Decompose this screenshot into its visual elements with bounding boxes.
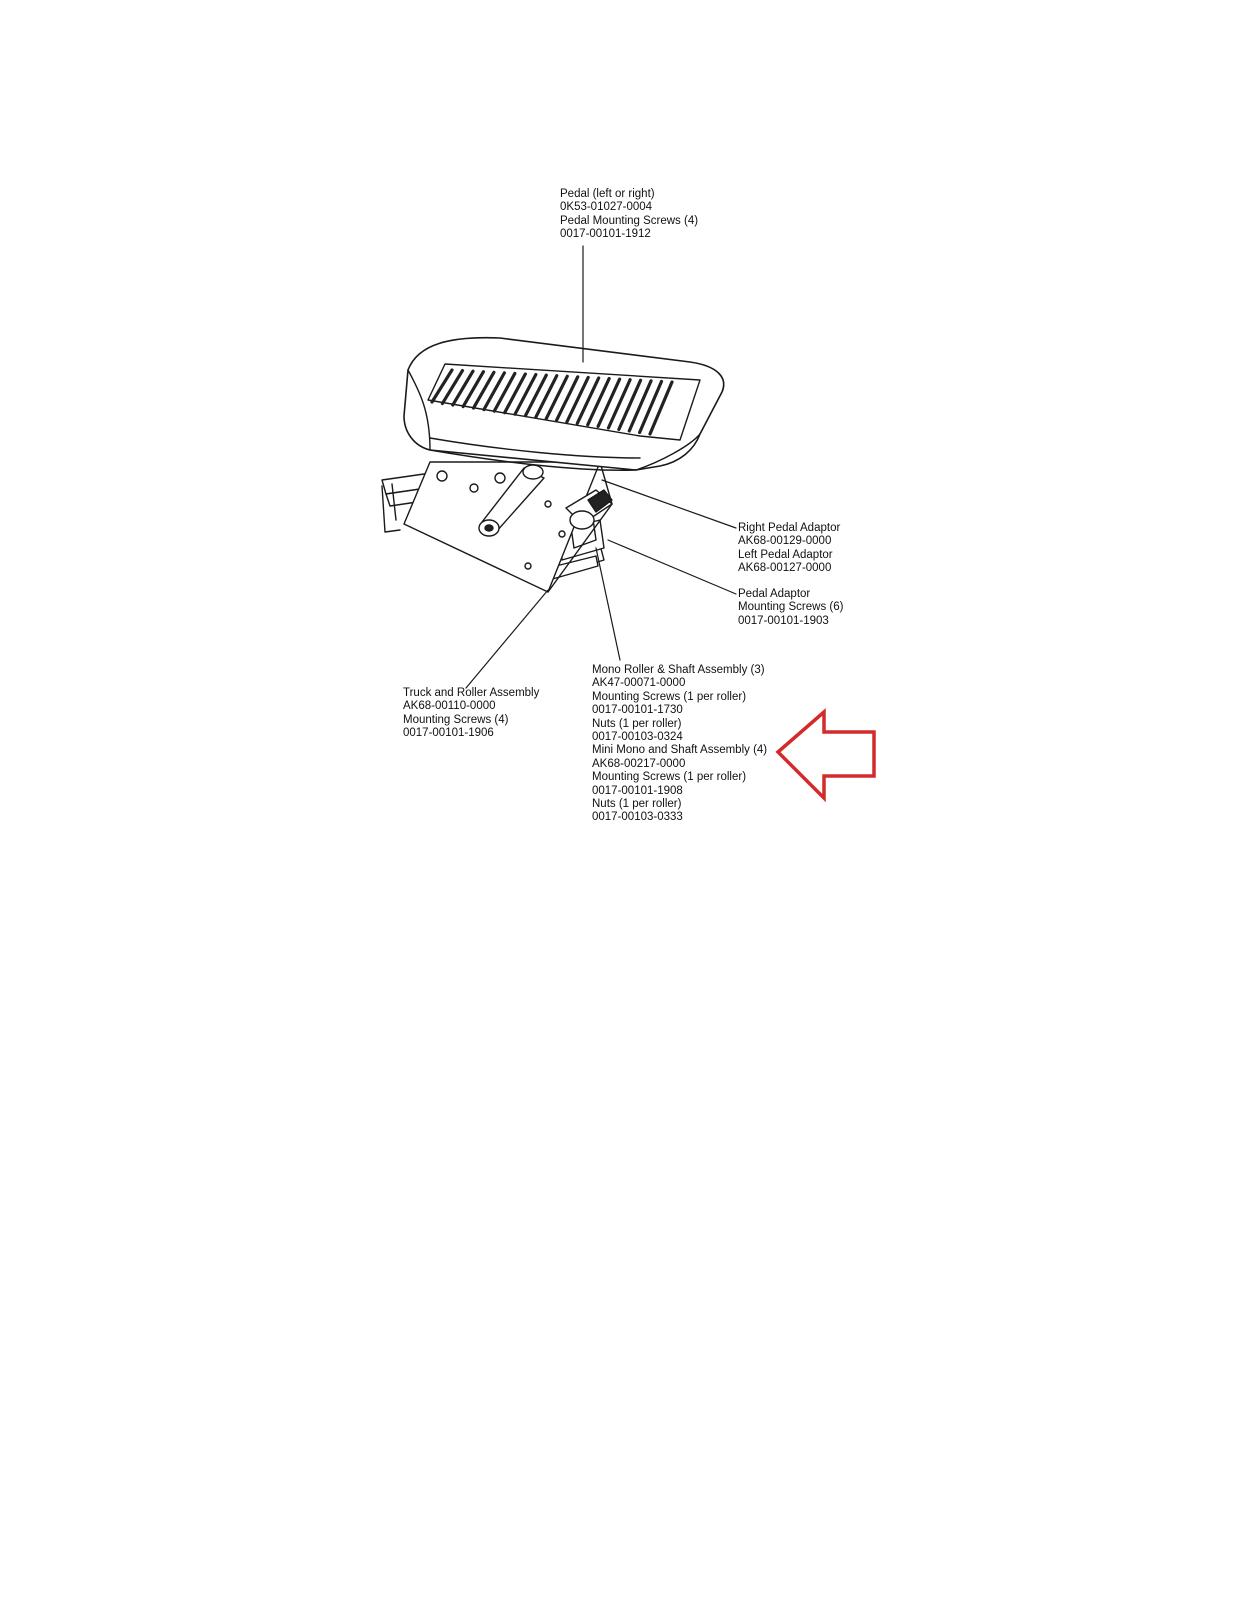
callout-pedal bbox=[560, 188, 698, 242]
callout-pedal-adaptor bbox=[738, 522, 840, 576]
callout-line: AK68-00217-0000 bbox=[592, 757, 686, 770]
callout-line: 0017-00101-1908 bbox=[592, 784, 683, 797]
callout-line: 0017-00101-1730 bbox=[592, 704, 683, 717]
callout-line: Left Pedal Adaptor bbox=[738, 548, 833, 561]
callout-line: 0017-00101-1903 bbox=[738, 614, 829, 627]
callout-line: Pedal Adaptor bbox=[738, 588, 811, 600]
callout-adaptor-screws bbox=[738, 588, 843, 628]
callout-line: Nuts (1 per roller) bbox=[592, 798, 682, 811]
callout-line: Pedal Mounting Screws (4) bbox=[560, 214, 699, 227]
callout-line: AK68-00129-0000 bbox=[738, 535, 832, 548]
callout-line: Nuts (1 per roller) bbox=[592, 717, 682, 730]
callout-line: Mounting Screws (4) bbox=[403, 713, 509, 726]
callout-line: Mounting Screws (1 per roller) bbox=[592, 771, 747, 784]
callout-line: Right Pedal Adaptor bbox=[738, 522, 841, 534]
pedal-drawing bbox=[404, 338, 724, 471]
callout-line: Mini Mono and Shaft Assembly (4) bbox=[592, 744, 768, 757]
callout-line: Truck and Roller Assembly bbox=[403, 687, 540, 699]
callout-line: 0017-00101-1912 bbox=[560, 228, 651, 241]
callout-line: 0017-00103-0333 bbox=[592, 811, 683, 824]
callout-line: Mounting Screws (6) bbox=[738, 601, 844, 614]
callout-line: 0K53-01027-0004 bbox=[560, 201, 653, 214]
callout-mono-roller bbox=[592, 664, 767, 825]
callout-line: Pedal (left or right) bbox=[560, 188, 655, 200]
callout-line: Mono Roller & Shaft Assembly (3) bbox=[592, 664, 765, 676]
callout-line: AK47-00071-0000 bbox=[592, 677, 686, 690]
callout-line: 0017-00101-1906 bbox=[403, 727, 494, 740]
callout-line: AK68-00127-0000 bbox=[738, 562, 832, 575]
callout-truck-roller bbox=[403, 687, 539, 741]
callout-line: Mounting Screws (1 per roller) bbox=[592, 690, 747, 703]
left-arrow-icon bbox=[778, 712, 874, 798]
callout-line: AK68-00110-0000 bbox=[403, 700, 496, 713]
callout-line: 0017-00103-0324 bbox=[592, 731, 683, 744]
